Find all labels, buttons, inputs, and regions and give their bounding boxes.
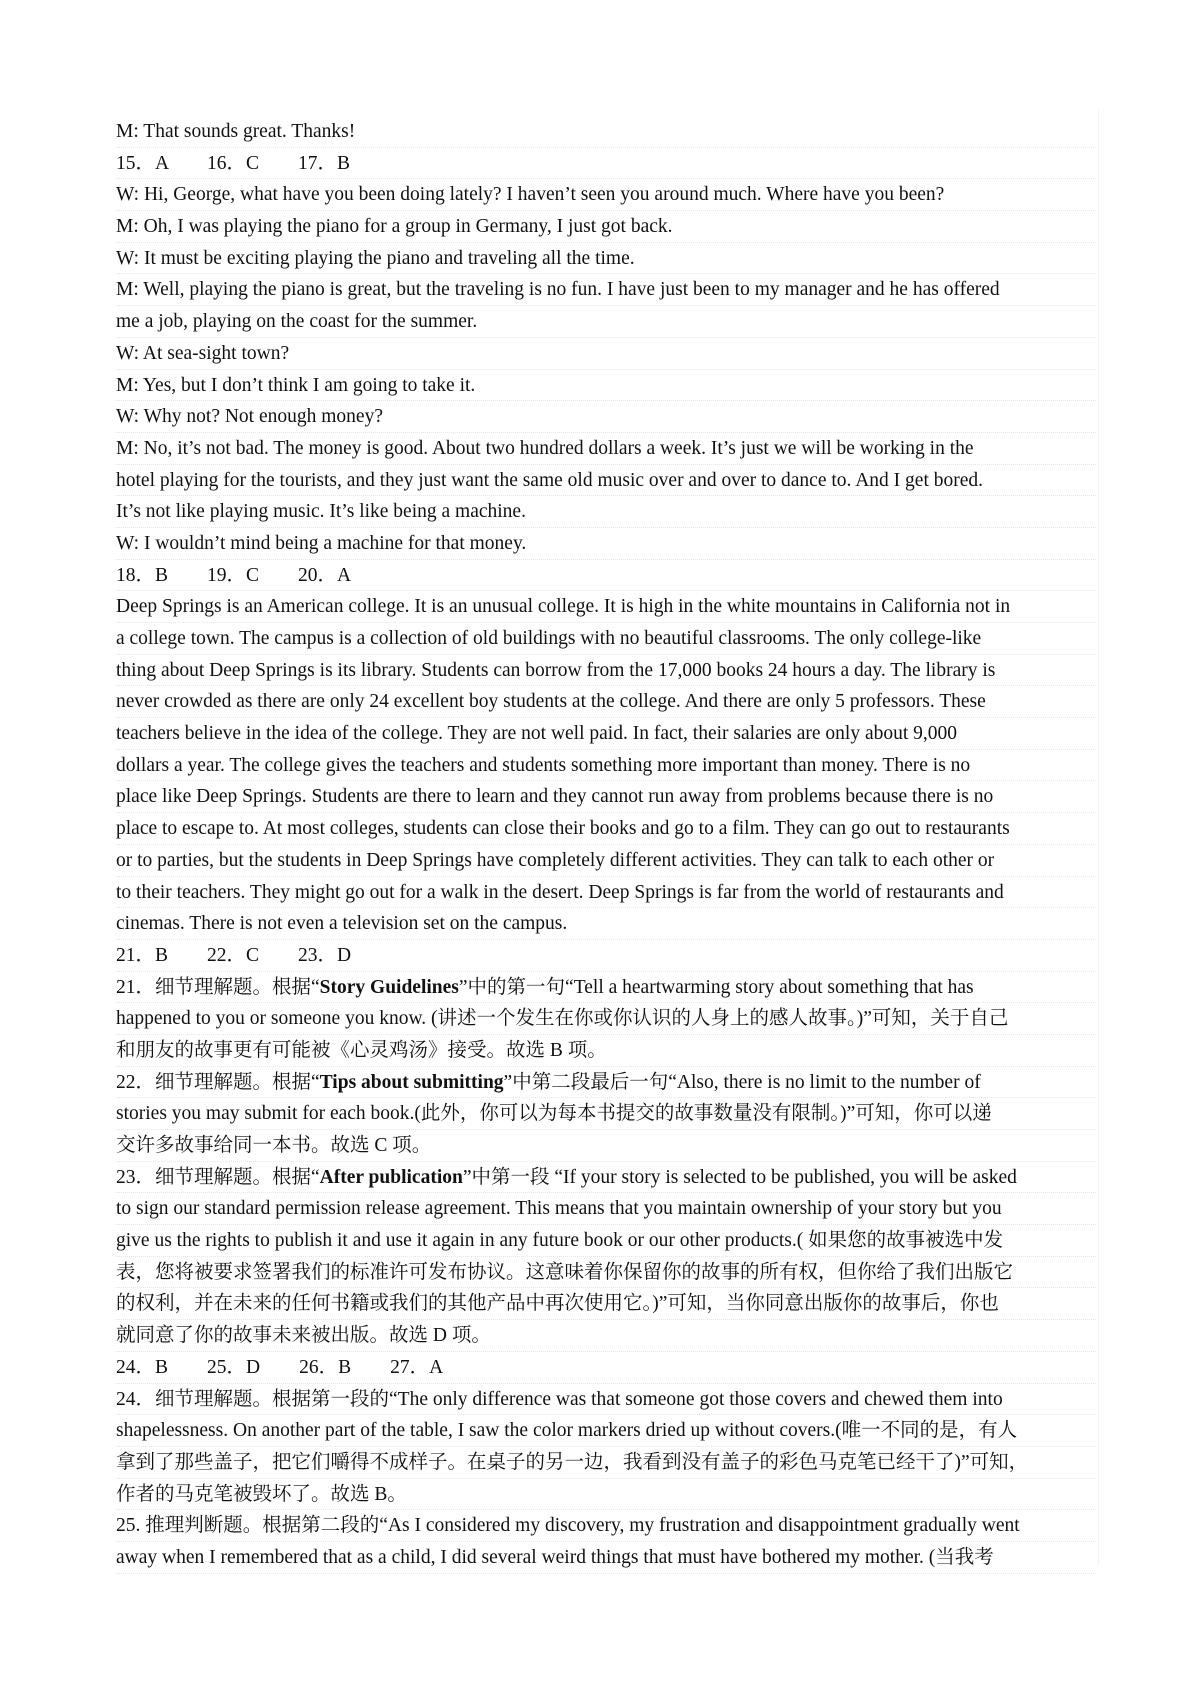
text-line: dollars a year. The college gives the teachers and students something more important than money. There is no — [116, 750, 1096, 782]
text-line: stories you may submit for each book.(此外，你可以为每本书提交的故事数量没有限制。)”可知，你可以递 — [116, 1098, 1096, 1130]
text-line: M: Well, playing the piano is great, but the traveling is no fun. I have just been to my manager and he has offered — [116, 274, 1096, 306]
text-line: cinemas. There is not even a television set on the campus. — [116, 908, 1096, 940]
line-prefix: 23．细节理解题。根据“ — [116, 1166, 320, 1188]
text-line: to their teachers. They might go out for a walk in the desert. Deep Springs is far from the world of restaurants and — [116, 877, 1096, 909]
text-line: 拿到了那些盖子，把它们嚼得不成样子。在桌子的另一边，我看到没有盖子的彩色马克笔已经干了)”可知， — [116, 1447, 1096, 1479]
text-line: thing about Deep Springs is its library. Students can borrow from the 17,000 books 24 hours a day. The library is — [116, 655, 1096, 687]
text-line — [116, 1067, 1096, 1099]
text-line: 作者的马克笔被毁坏了。故选 B。 — [116, 1479, 1096, 1511]
text-line: shapelessness. On another part of the table, I saw the color markers dried up without covers.(唯一不同的是，有人 — [116, 1415, 1096, 1447]
text-line: 25. 推理判断题。根据第二段的“As I considered my discovery, my frustration and disappointment gradually went — [116, 1510, 1096, 1542]
text-line: 表，您将被要求签署我们的标准许可发布协议。这意味着你保留你的故事的所有权，但你给了我们出版它 — [116, 1257, 1096, 1289]
text-line: to sign our standard permission release agreement. This means that you maintain ownership of your story but you — [116, 1193, 1096, 1225]
text-line: never crowded as there are only 24 excellent boy students at the college. And there are only 5 professors. These — [116, 686, 1096, 718]
margin-rule — [1098, 110, 1099, 1565]
text-line: M: Oh, I was playing the piano for a group in Germany, I just got back. — [116, 211, 1096, 243]
text-line: 24．B 25．D 26．B 27．A — [116, 1352, 1096, 1384]
text-line — [116, 972, 1096, 1004]
text-line: me a job, playing on the coast for the summer. — [116, 306, 1096, 338]
text-line: place to escape to. At most colleges, students can close their books and go to a film. They can go out to restaurants — [116, 813, 1096, 845]
section-heading-bold: Tips about submitting — [319, 1071, 504, 1093]
text-line: It’s not like playing music. It’s like being a machine. — [116, 496, 1096, 528]
text-line: M: That sounds great. Thanks! — [116, 116, 1096, 148]
text-line: M: Yes, but I don’t think I am going to take it. — [116, 370, 1096, 402]
text-line: happened to you or someone you know. (讲述一个发生在你或你认识的人身上的感人故事。)”可知，关于自己 — [116, 1003, 1096, 1035]
answer-key-text — [116, 116, 1096, 1574]
text-line: place like Deep Springs. Students are there to learn and they cannot run away from problems because there is no — [116, 781, 1096, 813]
text-line: 就同意了你的故事未来被出版。故选 D 项。 — [116, 1320, 1096, 1352]
text-line: 18．B 19．C 20．A — [116, 560, 1096, 592]
text-line: give us the rights to publish it and use it again in any future book or our other products.( 如果您的故事被选中发 — [116, 1225, 1096, 1257]
text-line: a college town. The campus is a collection of old buildings with no beautiful classrooms. The only college-like — [116, 623, 1096, 655]
line-suffix: ”中第一段 “If your story is selected to be published, you will be asked — [462, 1166, 1017, 1188]
text-line: W: It must be exciting playing the piano and traveling all the time. — [116, 243, 1096, 275]
text-line: W: Why not? Not enough money? — [116, 401, 1096, 433]
text-line: 的权利，并在未来的任何书籍或我们的其他产品中再次使用它。)”可知，当你同意出版你的故事后，你也 — [116, 1288, 1096, 1320]
line-prefix: 21．细节理解题。根据“ — [116, 976, 320, 998]
text-line: 和朋友的故事更有可能被《心灵鸡汤》接受。故选 B 项。 — [116, 1035, 1096, 1067]
text-line: 交许多故事给同一本书。故选 C 项。 — [116, 1130, 1096, 1162]
text-line: hotel playing for the tourists, and they just want the same old music over and over to dance to. And I get bored. — [116, 465, 1096, 497]
text-line: W: Hi, George, what have you been doing lately? I haven’t seen you around much. Where have you been? — [116, 179, 1096, 211]
text-line — [116, 1162, 1096, 1194]
text-line: or to parties, but the students in Deep Springs have completely different activities. They can talk to each other or — [116, 845, 1096, 877]
text-line: W: At sea-sight town? — [116, 338, 1096, 370]
text-line: Deep Springs is an American college. It is an unusual college. It is high in the white mountains in California not in — [116, 591, 1096, 623]
text-line: 24．细节理解题。根据第一段的“The only difference was that someone got those covers and chewed them into — [116, 1384, 1096, 1416]
text-line: W: I wouldn’t mind being a machine for that money. — [116, 528, 1096, 560]
line-suffix: ”中第二段最后一句“Also, there is no limit to the number of — [503, 1071, 981, 1093]
text-line: 15．A 16．C 17．B — [116, 148, 1096, 180]
section-heading-bold: After publication — [319, 1166, 463, 1188]
text-line: teachers believe in the idea of the college. They are not well paid. In fact, their salaries are only about 9,000 — [116, 718, 1096, 750]
section-heading-bold: Story Guidelines — [319, 976, 459, 998]
text-line: away when I remembered that as a child, I did several weird things that must have bothered my mother. (当我考 — [116, 1542, 1096, 1574]
text-line: M: No, it’s not bad. The money is good. About two hundred dollars a week. It’s just we will be working in the — [116, 433, 1096, 465]
line-suffix: ”中的第一句“Tell a heartwarming story about something that has — [458, 976, 974, 998]
line-prefix: 22．细节理解题。根据“ — [116, 1071, 320, 1093]
text-line: 21．B 22．C 23．D — [116, 940, 1096, 972]
